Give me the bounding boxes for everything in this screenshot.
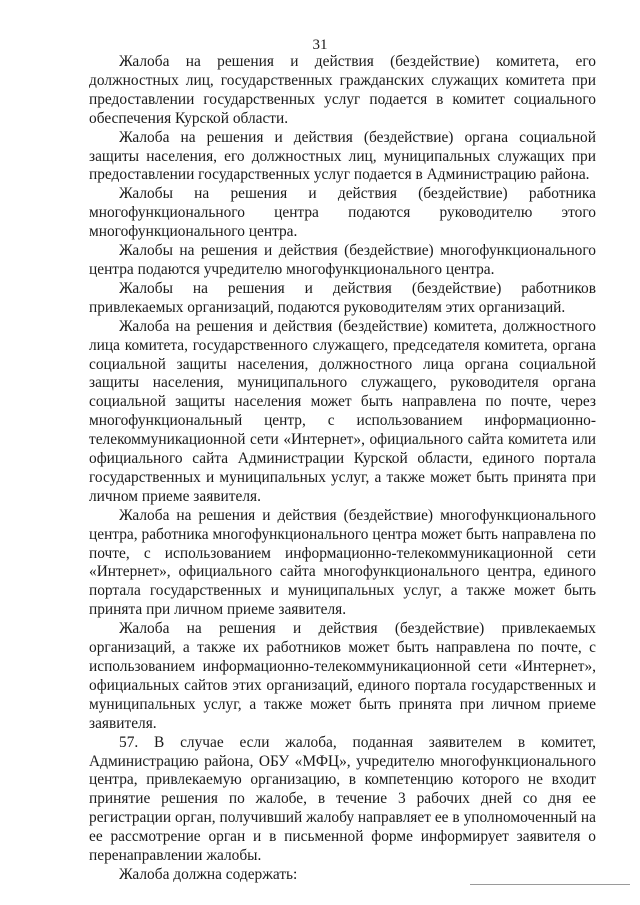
paragraph-organizations-submission-methods: Жалоба на решения и действия (бездействие) привлекаемых организаций, а также их работников может быть направлена по почте, с использованием информационно-телекоммуникационной сети «Интернет», официальных сайтов этих организаций, единого портала государственных и муниципальных услуг, а также может быть принята при личном приеме заявителя. [89, 620, 596, 732]
paragraph-clause-57: 57. В случае если жалоба, поданная заявителем в комитет, Администрацию района, ОБУ «МФЦ», учредителю многофункционального центра, привлекаемую организацию, в компетенцию которого не входит принятие решения по жалобе, в течение 3 рабочих дней со дня ее регистрации орган, получивший жалобу направляет ее в уполномоченный на ее рассмотрение орган и в письменной форме информирует заявителя о перенаправлении жалобы. [89, 733, 596, 865]
paragraph-complaint-mfc-worker: Жалобы на решения и действия (бездействие) работника многофункционального центра подаются руководителю этого многофункционального центра. [89, 185, 596, 241]
paragraph-complaint-mfc: Жалобы на решения и действия (бездействие) многофункционального центра подаются учредителю многофункционального центра. [89, 242, 596, 278]
paragraph-committee-submission-methods: Жалоба на решения и действия (бездействие) комитета, должностного лица комитета, государственного служащего, председателя комитета, органа социальной защиты населения, должностного лица органа социальной защиты населения, муниципального служащего, руководителя органа социальной защиты населения может быть направлена по почте, через многофункциональный центр, с использованием информационно-телекоммуникационной сети «Интернет», официального сайта комитета или официального сайта Администрации Курской области, единого портала государственных и муниципальных услуг, а также может быть принята при личном приеме заявителя. [89, 317, 596, 505]
paragraph-complaint-social-protection: Жалоба на решения и действия (бездействие) органа социальной защиты населения, его должностных лиц, муниципальных служащих при предоставлении государственных услуг подается в Администрацию района. [89, 128, 596, 184]
paragraph-complaint-contents: Жалоба должна содержать: [119, 865, 298, 883]
scan-artifact-line [470, 884, 630, 885]
paragraph-complaint-organizations-workers: Жалобы на решения и действия (бездействие) работников привлекаемых организаций, подаются руководителям этих организаций. [89, 279, 596, 316]
paragraph-complaint-committee: Жалоба на решения и действия (бездействие) комитета, его должностных лиц, государственных гражданских служащих комитета при предоставлении государственных услуг подается в комитет социального обеспечения Курской области. [89, 53, 596, 127]
paragraph-mfc-submission-methods: Жалоба на решения и действия (бездействие) многофункционального центра, работника многофункционального центра может быть направлена по почте, с использованием информационно-телекоммуникационной сети «Интернет», официального сайта многофункционального центра, единого портала государственных и муниципальных услуг, а также может быть принята при личном приеме заявителя. [89, 506, 596, 619]
document-body [89, 53, 596, 885]
page-number: 31 [312, 37, 328, 53]
